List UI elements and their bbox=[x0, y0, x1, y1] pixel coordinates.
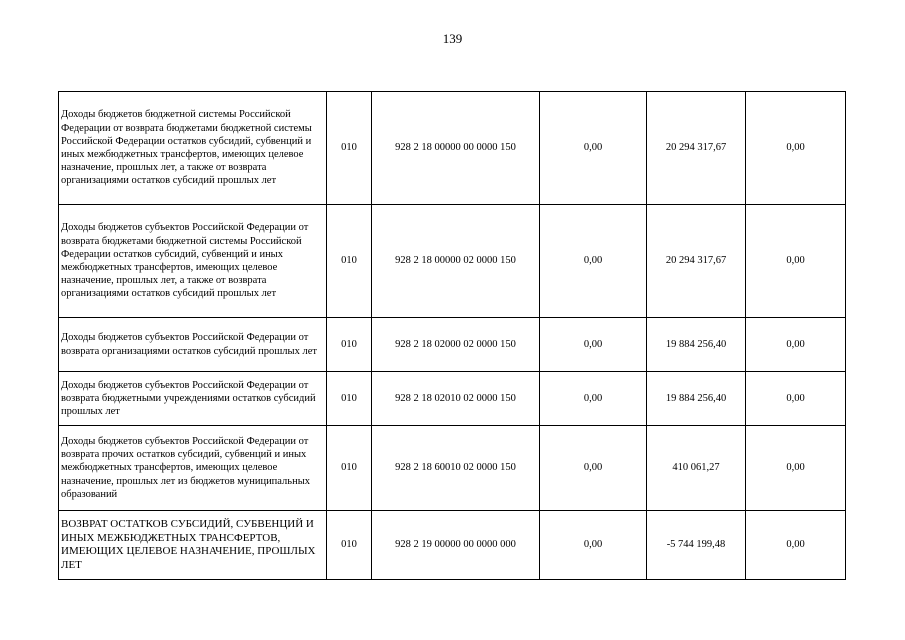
budget-income-table bbox=[58, 91, 846, 580]
income-name-cell: ВОЗВРАТ ОСТАТКОВ СУБСИДИЙ, СУБВЕНЦИЙ И ИНЫХ МЕЖБЮДЖЕТНЫХ ТРАНСФЕРТОВ, ИМЕЮЩИХ ЦЕЛЕВОЕ НАЗНАЧЕНИЕ, ПРОШЛЫХ ЛЕТ bbox=[59, 511, 327, 580]
amount-cell: 0,00 bbox=[746, 205, 846, 318]
table-row bbox=[59, 426, 846, 511]
table-row bbox=[59, 318, 846, 372]
budget-classification-code-cell: 928 2 18 02000 02 0000 150 bbox=[372, 318, 540, 372]
amount-cell: 0,00 bbox=[540, 92, 647, 205]
budget-classification-code-cell: 928 2 19 00000 00 0000 000 bbox=[372, 511, 540, 580]
income-name-cell: Доходы бюджетов субъектов Российской Федерации от возврата бюджетными учреждениями остатков субсидий прошлых лет bbox=[59, 372, 327, 426]
amount-cell: 0,00 bbox=[746, 318, 846, 372]
budget-classification-code-cell: 928 2 18 60010 02 0000 150 bbox=[372, 426, 540, 511]
amount-cell: 0,00 bbox=[746, 511, 846, 580]
line-code-cell: 010 bbox=[327, 372, 372, 426]
amount-cell: -5 744 199,48 bbox=[647, 511, 746, 580]
income-name-cell: Доходы бюджетов субъектов Российской Федерации от возврата бюджетами бюджетной системы Российской Федерации остатков субсидий, субвенций и иных межбюджетных трансфертов, имеющих целевое назначение, прошлых лет, а также от возврата организациями остатков субсидий прошлых лет bbox=[59, 205, 327, 318]
budget-classification-code-cell: 928 2 18 00000 02 0000 150 bbox=[372, 205, 540, 318]
line-code-cell: 010 bbox=[327, 92, 372, 205]
budget-classification-code-cell: 928 2 18 00000 00 0000 150 bbox=[372, 92, 540, 205]
table-row bbox=[59, 511, 846, 580]
income-name-cell: Доходы бюджетов субъектов Российской Федерации от возврата организациями остатков субсидий прошлых лет bbox=[59, 318, 327, 372]
amount-cell: 0,00 bbox=[540, 372, 647, 426]
table-row bbox=[59, 92, 846, 205]
line-code-cell: 010 bbox=[327, 205, 372, 318]
amount-cell: 0,00 bbox=[746, 372, 846, 426]
line-code-cell: 010 bbox=[327, 426, 372, 511]
amount-cell: 0,00 bbox=[746, 92, 846, 205]
amount-cell: 0,00 bbox=[540, 205, 647, 318]
amount-cell: 20 294 317,67 bbox=[647, 92, 746, 205]
amount-cell: 410 061,27 bbox=[647, 426, 746, 511]
amount-cell: 19 884 256,40 bbox=[647, 318, 746, 372]
amount-cell: 0,00 bbox=[746, 426, 846, 511]
budget-classification-code-cell: 928 2 18 02010 02 0000 150 bbox=[372, 372, 540, 426]
amount-cell: 19 884 256,40 bbox=[647, 372, 746, 426]
income-name-cell: Доходы бюджетов субъектов Российской Федерации от возврата прочих остатков субсидий, субвенций и иных межбюджетных трансфертов, имеющих целевое назначение, прошлых лет из бюджетов муниципальных образований bbox=[59, 426, 327, 511]
line-code-cell: 010 bbox=[327, 511, 372, 580]
amount-cell: 20 294 317,67 bbox=[647, 205, 746, 318]
table-row bbox=[59, 372, 846, 426]
amount-cell: 0,00 bbox=[540, 318, 647, 372]
amount-cell: 0,00 bbox=[540, 511, 647, 580]
table-row bbox=[59, 205, 846, 318]
line-code-cell: 010 bbox=[327, 318, 372, 372]
page-number: 139 bbox=[442, 31, 463, 46]
amount-cell: 0,00 bbox=[540, 426, 647, 511]
income-name-cell: Доходы бюджетов бюджетной системы Российской Федерации от возврата бюджетами бюджетной системы Российской Федерации остатков субсидий, субвенций и иных межбюджетных трансфертов, имеющих целевое назначение, прошлых лет, а также от возврата организациями остатков субсидий прошлых лет bbox=[59, 92, 327, 205]
